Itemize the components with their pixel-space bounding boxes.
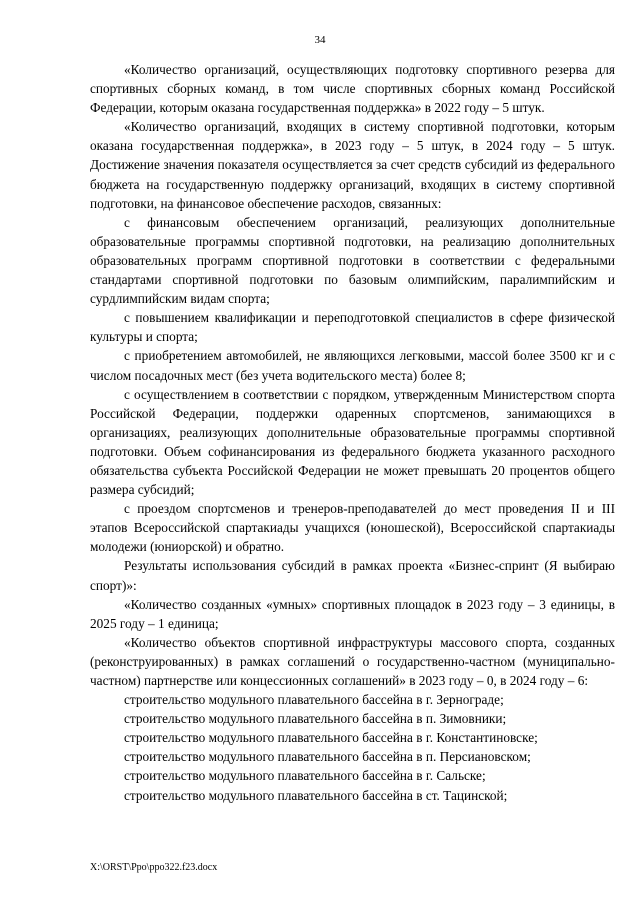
list-item: строительство модульного плавательного бассейна в г. Константиновске; <box>124 730 538 746</box>
paragraph: Результаты использования субсидий в рамках проекта «Бизнес-спринт (Я выбираю спорт)»: <box>90 558 615 593</box>
paragraph: с проездом спортсменов и тренеров-преподавателей до мест проведения II и III этапов Всероссийской спартакиады учащихся (юношеской), Всероссийской спартакиады молодежи (юниорской) и обратно. <box>90 501 615 555</box>
paragraph: «Количество организаций, входящих в систему спортивной подготовки, которым оказана государственная поддержка», в 2023 году – 5 штук, в 2024 году – 5 штук. Достижение значения показателя осуществляется за счет средств субсидий из федерального бюджета на государственную поддержку организаций, входящих в систему спортивной подготовки, на финансовое обеспечение расходов, связанных: <box>90 119 615 211</box>
paragraph: с осуществлением в соответствии с порядком, утвержденным Министерством спорта Российской Федерации, поддержки одаренных спортсменов, занимающихся в организациях, реализующих дополнительные образовательные программы спортивной подготовки. Объем софинансирования из федерального бюджета указанного расходного обязательства субъекта Российской Федерации не может превышать 20 процентов общего размера субсидий; <box>90 386 615 498</box>
paragraph: «Количество созданных «умных» спортивных площадок в 2023 году – 3 единицы, в 2025 году – 1 единица; <box>90 596 615 631</box>
list-item: строительство модульного плавательного бассейна в г. Сальске; <box>124 768 486 784</box>
list-item: строительство модульного плавательного бассейна в п. Персиановском; <box>124 749 531 765</box>
list-item: строительство модульного плавательного бассейна в п. Зимовники; <box>124 711 507 727</box>
list-item: строительство модульного плавательного бассейна в ст. Тацинской; <box>124 787 508 803</box>
paragraph: с финансовым обеспечением организаций, реализующих дополнительные образовательные программы спортивной подготовки, на реализацию дополнительных образовательных программ спортивной подготовки в соответствии с федеральными стандартами спортивной подготовки по базовым олимпийским, паралимпийским и сурдлимпийским видам спорта; <box>90 214 615 307</box>
document-body <box>90 60 615 805</box>
page-number: 34 <box>314 34 326 46</box>
list-item: строительство модульного плавательного бассейна в г. Зернограде; <box>124 692 504 708</box>
paragraph: «Количество объектов спортивной инфраструктуры массового спорта, созданных (реконструированных) в рамках соглашений о государственно-частном (муниципально-частном) партнерстве или концессионных соглашений» в 2023 году – 0, в 2024 году – 6: <box>90 634 615 688</box>
file-path-footer: X:\ORST\Ppo\ppo322.f23.docx <box>90 862 218 873</box>
paragraph: «Количество организаций, осуществляющих подготовку спортивного резерва для спортивных сборных команд, в том числе спортивных сборных команд Российской Федерации, которым оказана государственная поддержка» в 2022 году – 5 штук. <box>90 62 615 116</box>
paragraph: с повышением квалификации и переподготовкой специалистов в сфере физической культуры и спорта; <box>90 310 615 345</box>
paragraph: с приобретением автомобилей, не являющихся легковыми, массой более 3500 кг и с числом посадочных мест (без учета водительского места) более 8; <box>90 348 615 383</box>
